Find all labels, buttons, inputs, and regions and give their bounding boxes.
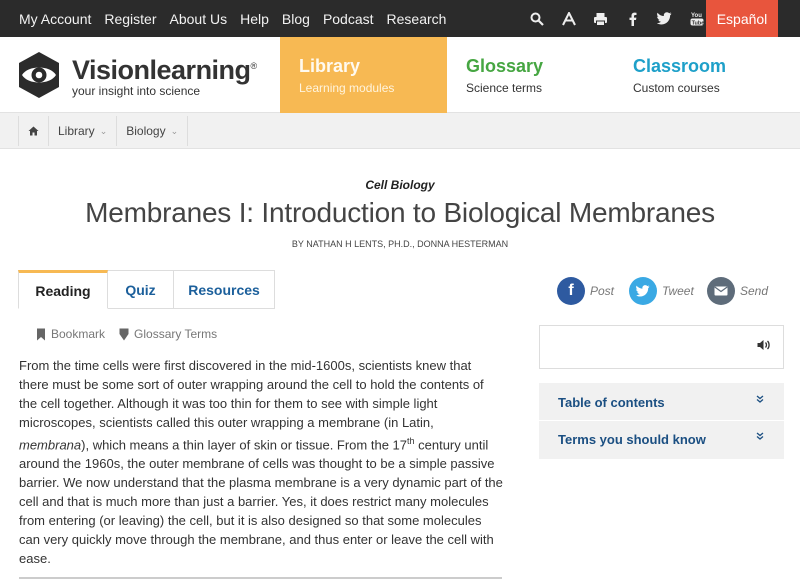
share-send-button[interactable] [707,276,768,306]
svg-text:Tube: Tube [691,20,704,26]
double-chevron-down-icon [756,432,764,443]
glossary-icon [119,328,129,341]
library-title: Library [299,56,361,76]
header-menu-glossary[interactable] [447,37,614,113]
nav-about-us[interactable]: About Us [169,10,228,27]
site-header [0,37,800,113]
top-nav [0,0,446,37]
article-paragraph: From the time cells were first discovered in the mid-1600s, scientists knew that there must be some sort of outer wrapping around the cell to hold the contents of the cell together. Although it was too thin for them to see with simple light microscopes, scientists called this outer wrapping a membrane (in Latin, membrana), which means a thin layer of skin or tissue. From the 17th century until around the 1960s, the outer membrane of cells was thought to be a simple passive barrier. We now understand that the plasma membrane is a very dynamic part of the cell and that is much more than just a barrier. Yes, it does restrict many molecules from entering (or leaving) the cell, but it is also designed so that some molecules can very quickly move through the membrane, and thus enter or leave the cell with ease. [19,358,503,567]
article-subject: Cell Biology [365,178,435,192]
breadcrumb-biology-label: Biology [126,124,166,138]
breadcrumb-home[interactable] [19,116,49,146]
nav-help[interactable]: Help [240,10,269,27]
svg-text:You: You [690,13,702,19]
breadcrumb-bar [0,113,800,149]
bookmark-button[interactable] [36,327,105,341]
glossary-terms-label: Glossary Terms [134,327,218,341]
twitter-icon[interactable] [657,11,672,26]
classroom-subtitle: Custom courses [633,81,720,95]
terms-you-should-know-toggle[interactable] [539,421,784,458]
youtube-icon[interactable] [689,11,704,26]
tab-quiz[interactable]: Quiz [108,270,174,309]
table-of-contents-toggle[interactable] [539,384,784,421]
search-icon[interactable] [529,11,544,26]
header-menu-library[interactable] [280,37,447,113]
article-tools [36,327,231,341]
double-chevron-down-icon [756,395,764,406]
logo-name: Visionlearning® [72,55,257,85]
twitter-icon [629,277,657,305]
audio-player[interactable] [539,325,784,369]
bookmark-label: Bookmark [51,327,106,341]
divider [19,577,502,579]
logo-tagline: your insight into science [72,84,201,98]
share-send-label: Send [740,284,769,298]
terms-label: Terms you should know [558,432,706,447]
share-tweet-button[interactable] [629,276,694,306]
email-icon [707,277,735,305]
glossary-title: Glossary [466,56,544,76]
nav-podcast[interactable]: Podcast [322,10,374,27]
chevron-down-icon: ⌄ [170,125,179,136]
share-post-label: Post [590,284,615,298]
language-button[interactable]: Español [706,0,778,37]
top-bar [0,0,800,37]
breadcrumb-library[interactable] [49,116,117,146]
nav-my-account[interactable]: My Account [19,10,92,27]
article-tabs [18,270,275,309]
font-size-icon[interactable] [561,11,576,26]
nav-research[interactable]: Research [386,10,447,27]
glossary-subtitle: Science terms [466,81,543,95]
facebook-icon[interactable] [625,11,640,26]
nav-blog[interactable]: Blog [281,10,310,27]
share-post-button[interactable] [557,276,614,306]
glossary-terms-button[interactable] [119,327,217,341]
breadcrumb-biology[interactable] [117,116,188,146]
top-icons [529,0,704,37]
breadcrumb [18,116,188,146]
print-icon[interactable] [593,11,608,26]
page-title: Membranes I: Introduction to Biological Membranes [85,197,715,228]
tab-reading[interactable]: Reading [18,270,108,309]
article-byline: BY NATHAN H LENTS, PH.D., DONNA HESTERMAN [291,239,509,249]
sidebar-accordion [539,383,784,459]
home-icon [28,126,39,136]
speaker-icon[interactable] [757,339,771,351]
facebook-icon: f [557,277,585,305]
header-menu-classroom[interactable] [614,37,781,113]
site-logo[interactable] [18,51,257,99]
breadcrumb-library-label: Library [58,124,95,138]
article-body [19,356,504,568]
tab-resources[interactable]: Resources [174,270,275,309]
eye-logo-icon [18,51,60,99]
share-tweet-label: Tweet [662,284,694,298]
chevron-down-icon: ⌄ [99,125,108,136]
table-of-contents-label: Table of contents [558,394,665,410]
library-subtitle: Learning modules [299,81,395,95]
classroom-title: Classroom [633,56,727,76]
bookmark-icon [36,328,46,341]
nav-register[interactable]: Register [104,10,157,27]
